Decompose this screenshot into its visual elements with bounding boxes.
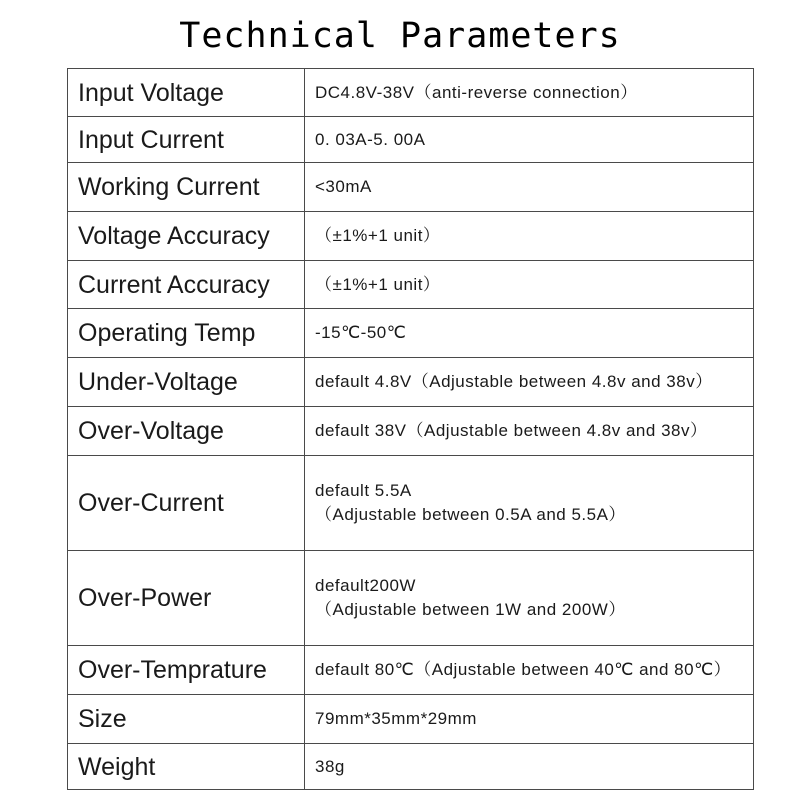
param-value [305, 551, 754, 646]
table-row-under-voltage [68, 358, 754, 407]
param-name: Operating Temp [68, 309, 305, 358]
table-row-over-voltage [68, 407, 754, 456]
param-name: Over-Voltage [68, 407, 305, 456]
table-row-working-current [68, 163, 754, 212]
param-value-line: default200W [315, 576, 416, 595]
param-name: Weight [68, 744, 305, 790]
table-row-input-voltage [68, 69, 754, 117]
param-value [305, 261, 754, 309]
param-name: Current Accuracy [68, 261, 305, 309]
param-value [305, 695, 754, 744]
param-name: Working Current [68, 163, 305, 212]
table-row-over-power [68, 551, 754, 646]
table-row-size [68, 695, 754, 744]
param-name: Input Current [68, 117, 305, 163]
param-value [305, 163, 754, 212]
table-row-input-current [68, 117, 754, 163]
param-value-line: 38g [315, 756, 345, 776]
param-value [305, 117, 754, 163]
param-value-line: default 38V（Adjustable between 4.8v and 38v） [315, 421, 708, 440]
param-value-line: 0. 03A-5. 00A [315, 129, 426, 149]
param-value [305, 358, 754, 407]
param-value-line: DC4.8V-38V（anti-reverse connection） [315, 82, 638, 102]
table-row-voltage-accuracy [68, 212, 754, 261]
param-name: Size [68, 695, 305, 744]
param-value-line: （Adjustable between 1W and 200W） [315, 600, 626, 619]
param-name: Over-Power [68, 551, 305, 646]
param-value [305, 456, 754, 551]
param-name: Voltage Accuracy [68, 212, 305, 261]
param-value-line: default 5.5A [315, 481, 412, 500]
param-value [305, 407, 754, 456]
param-value [305, 69, 754, 117]
param-value [305, 212, 754, 261]
page-title: Technical Parameters [179, 16, 621, 56]
param-value-line: -15℃-50℃ [315, 323, 407, 342]
param-value [305, 646, 754, 695]
table-row-over-temperature [68, 646, 754, 695]
param-value-line: （±1%+1 unit） [315, 226, 441, 245]
param-value-line: <30mA [315, 177, 372, 196]
param-value-line: 79mm*35mm*29mm [315, 709, 477, 728]
table-row-over-current [68, 456, 754, 551]
param-value [305, 309, 754, 358]
param-value-line: （Adjustable between 0.5A and 5.5A） [315, 505, 626, 524]
param-value [305, 744, 754, 790]
param-name: Over-Current [68, 456, 305, 551]
param-value-line: default 80℃（Adjustable between 40℃ and 80℃） [315, 660, 732, 679]
param-name: Input Voltage [68, 69, 305, 117]
param-name: Over-Temprature [68, 646, 305, 695]
table-row-operating-temp [68, 309, 754, 358]
param-value-line: default 4.8V（Adjustable between 4.8v and 38v） [315, 372, 713, 391]
parameters-table [67, 68, 754, 790]
table-row-current-accuracy [68, 261, 754, 309]
table-row-weight [68, 744, 754, 790]
param-value-line: （±1%+1 unit） [315, 274, 441, 294]
param-name: Under-Voltage [68, 358, 305, 407]
